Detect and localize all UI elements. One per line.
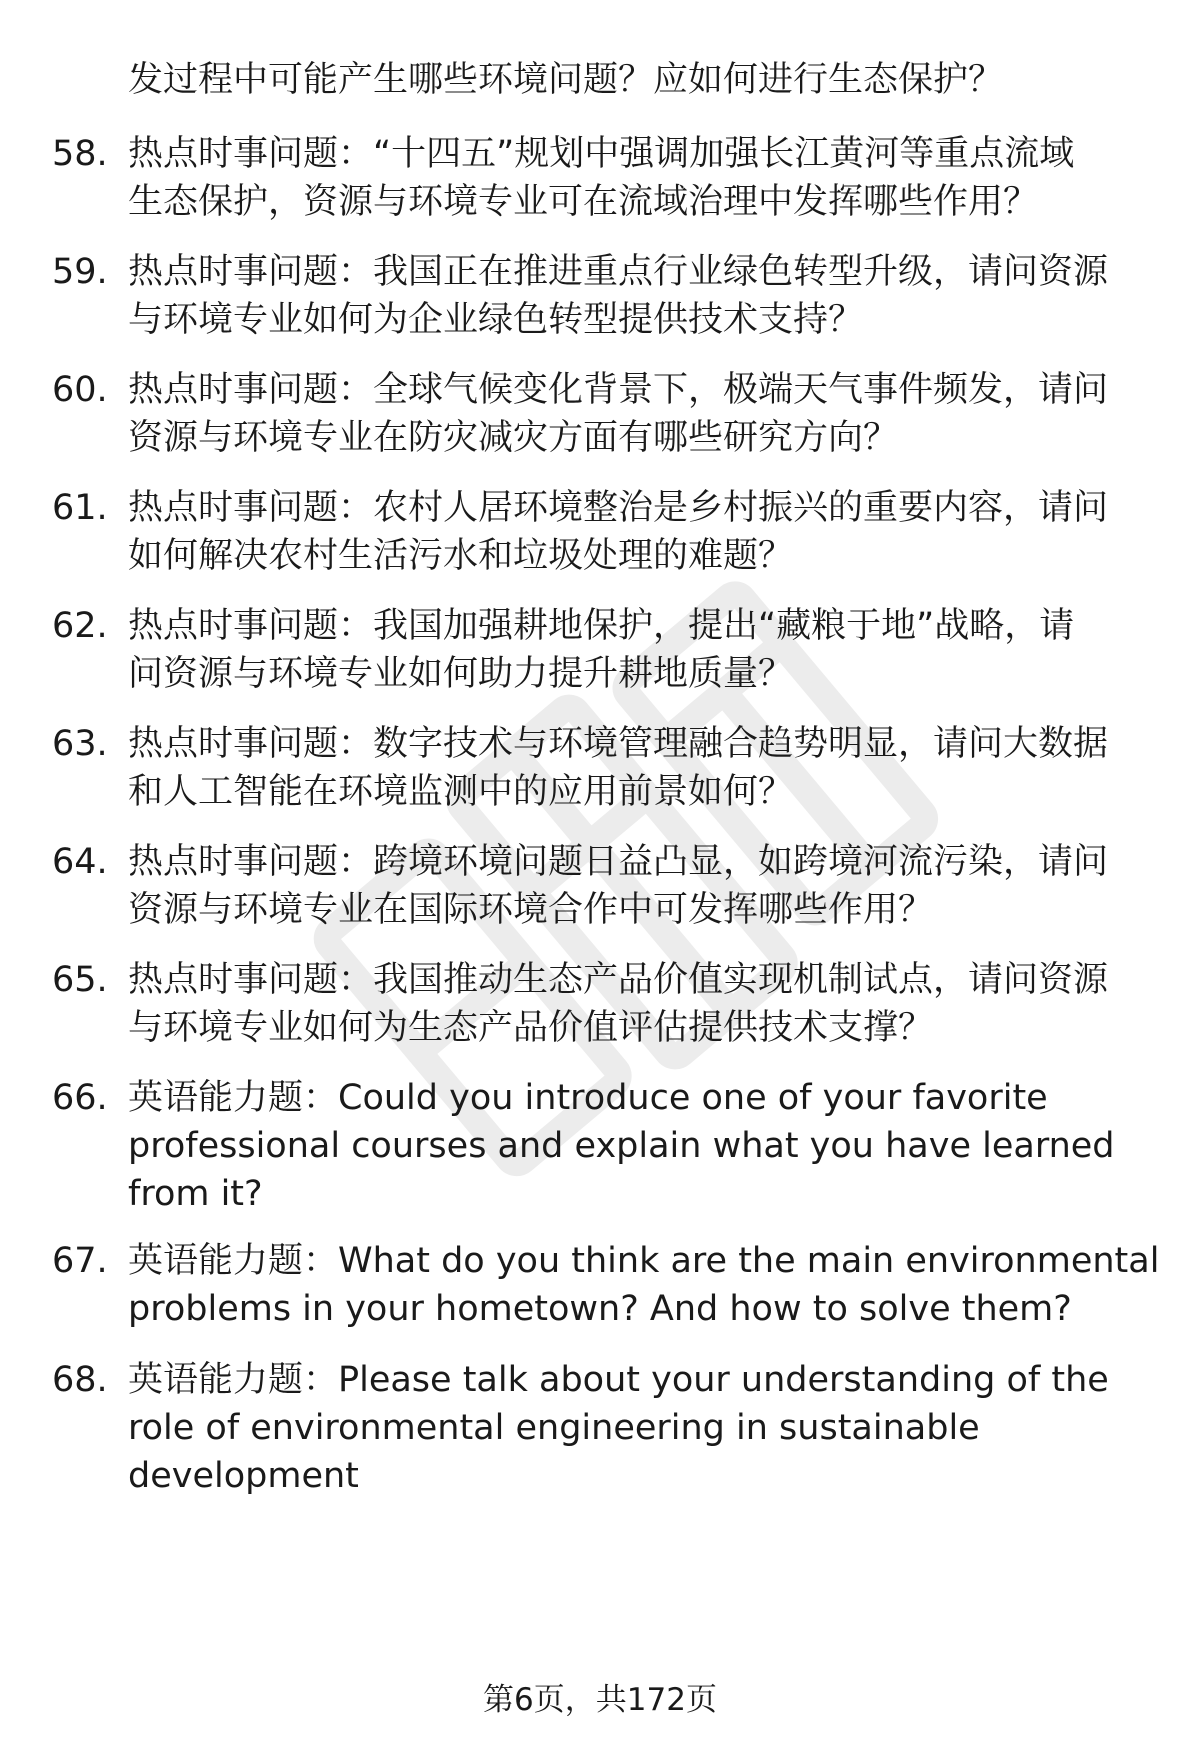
question-text: 热点时事问题：“十四五”规划中强调加强长江黄河等重点流域 生态保护，资源与环境专业可在流域治理中发挥哪些作用？: [128, 134, 1075, 222]
question-number: 67.: [52, 1241, 108, 1281]
question-text: 热点时事问题：全球气候变化背景下，极端天气事件频发，请问 资源与环境专业在防灾减灾方面有哪些研究方向？: [128, 370, 1109, 458]
question-text: 热点时事问题：我国加强耕地保护，提出“藏粮于地”战略，请 问资源与环境专业如何助力提升耕地质量？: [128, 606, 1075, 694]
question-number: 58.: [52, 134, 108, 174]
page-footer: 第6页，共172页: [483, 1682, 717, 1718]
question-number: 68.: [52, 1360, 108, 1400]
continued-question-text: 发过程中可能产生哪些环境问题？应如何进行生态保护？: [128, 60, 1004, 100]
question-number: 66.: [52, 1078, 108, 1118]
question-number: 65.: [52, 960, 108, 1000]
question-text: 英语能力题：What do you think are the main environmental problems in your hometown? And how to solve them?: [128, 1241, 1160, 1329]
question-number: 64.: [52, 842, 108, 882]
question-number: 61.: [52, 488, 108, 528]
question-text: 英语能力题：Could you introduce one of your favorite professional courses and explain what you have learned from it?: [128, 1078, 1115, 1214]
question-number: 63.: [52, 724, 108, 764]
question-number: 62.: [52, 606, 108, 646]
question-text: 热点时事问题：跨境环境问题日益凸显，如跨境河流污染，请问 资源与环境专业在国际环境合作中可发挥哪些作用？: [128, 842, 1109, 930]
question-number: 59.: [52, 252, 108, 292]
question-text: 热点时事问题：我国推动生态产品价值实现机制试点，请问资源 与环境专业如何为生态产品价值评估提供技术支撑？: [128, 960, 1109, 1048]
question-text: 热点时事问题：数字技术与环境管理融合趋势明显，请问大数据 和人工智能在环境监测中的应用前景如何？: [128, 724, 1109, 812]
question-text: 热点时事问题：我国正在推进重点行业绿色转型升级，请问资源 与环境专业如何为企业绿色转型提供技术支持？: [128, 252, 1109, 340]
question-text: 英语能力题：Please talk about your understanding of the role of environmental engineering in sustainable development: [128, 1360, 1109, 1496]
question-text: 热点时事问题：农村人居环境整治是乡村振兴的重要内容，请问 如何解决农村生活污水和垃圾处理的难题？: [128, 488, 1109, 576]
question-number: 60.: [52, 370, 108, 410]
